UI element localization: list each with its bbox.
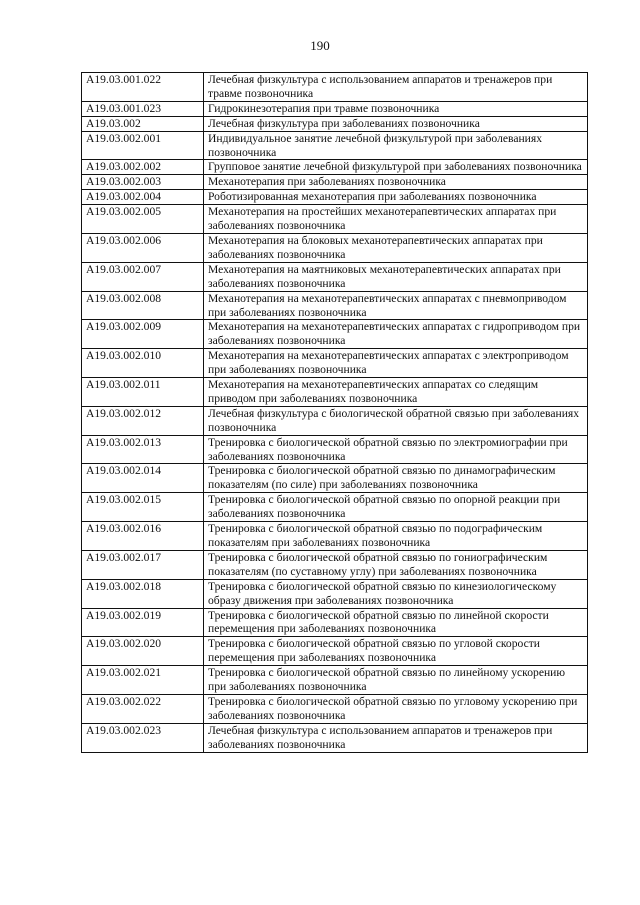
- service-name-cell: Механотерапия на механотерапевтических аппаратах с электроприводом при заболеваниях позвоночника: [204, 349, 588, 378]
- table-row: [82, 160, 588, 175]
- service-code-cell: A19.03.002.019: [82, 608, 204, 637]
- service-name-cell: Тренировка с биологической обратной связью по динамографическим показателям (по силе) при заболеваниях позвоночника: [204, 464, 588, 493]
- table-row: [82, 262, 588, 291]
- service-code-cell: A19.03.002.015: [82, 493, 204, 522]
- service-code-cell: A19.03.002.004: [82, 190, 204, 205]
- service-name-cell: Механотерапия на маятниковых механотерапевтических аппаратах при заболеваниях позвоночника: [204, 262, 588, 291]
- service-name-cell: Тренировка с биологической обратной связью по опорной реакции при заболеваниях позвоночника: [204, 493, 588, 522]
- table-row: [82, 493, 588, 522]
- service-code-cell: A19.03.002.018: [82, 579, 204, 608]
- service-code-cell: A19.03.002.001: [82, 131, 204, 160]
- service-code-cell: A19.03.002.005: [82, 205, 204, 234]
- table-row: [82, 101, 588, 116]
- service-code-cell: A19.03.002.023: [82, 723, 204, 752]
- table-row: [82, 637, 588, 666]
- service-name-cell: Тренировка с биологической обратной связью по кинезиологическому образу движения при заболеваниях позвоночника: [204, 579, 588, 608]
- service-code-cell: A19.03.002.010: [82, 349, 204, 378]
- table-row: [82, 666, 588, 695]
- service-code-cell: A19.03.002.007: [82, 262, 204, 291]
- service-name-cell: Роботизированная механотерапия при заболеваниях позвоночника: [204, 190, 588, 205]
- service-name-cell: Тренировка с биологической обратной связью по линейной скорости перемещения при заболеваниях позвоночника: [204, 608, 588, 637]
- table-row: [82, 406, 588, 435]
- service-code-cell: A19.03.001.022: [82, 73, 204, 102]
- table-body: [82, 73, 588, 753]
- table-row: [82, 116, 588, 131]
- table-row: [82, 579, 588, 608]
- service-code-cell: A19.03.002.013: [82, 435, 204, 464]
- table-row: [82, 291, 588, 320]
- service-code-cell: A19.03.002.020: [82, 637, 204, 666]
- service-code-cell: A19.03.002.017: [82, 550, 204, 579]
- table-row: [82, 464, 588, 493]
- service-name-cell: Механотерапия на механотерапевтических аппаратах со следящим приводом при заболеваниях позвоночника: [204, 378, 588, 407]
- service-name-cell: Лечебная физкультура при заболеваниях позвоночника: [204, 116, 588, 131]
- service-code-cell: A19.03.002.014: [82, 464, 204, 493]
- table-row: [82, 233, 588, 262]
- service-name-cell: Механотерапия на блоковых механотерапевтических аппаратах при заболеваниях позвоночника: [204, 233, 588, 262]
- service-code-cell: A19.03.002: [82, 116, 204, 131]
- service-code-cell: A19.03.002.008: [82, 291, 204, 320]
- service-code-cell: A19.03.002.003: [82, 175, 204, 190]
- table-row: [82, 435, 588, 464]
- service-name-cell: Лечебная физкультура с использованием аппаратов и тренажеров при травме позвоночника: [204, 73, 588, 102]
- page-number: 190: [310, 38, 330, 53]
- service-code-cell: A19.03.002.006: [82, 233, 204, 262]
- service-name-cell: Тренировка с биологической обратной связью по подографическим показателям при заболеваниях позвоночника: [204, 522, 588, 551]
- service-name-cell: Механотерапия на механотерапевтических аппаратах с гидроприводом при заболеваниях позвоночника: [204, 320, 588, 349]
- service-name-cell: Гидрокинезотерапия при травме позвоночника: [204, 101, 588, 116]
- service-name-cell: Тренировка с биологической обратной связью по линейному ускорению при заболеваниях позвоночника: [204, 666, 588, 695]
- service-code-cell: A19.03.002.011: [82, 378, 204, 407]
- service-name-cell: Групповое занятие лечебной физкультурой при заболеваниях позвоночника: [204, 160, 588, 175]
- table-row: [82, 378, 588, 407]
- service-name-cell: Механотерапия при заболеваниях позвоночника: [204, 175, 588, 190]
- table-row: [82, 694, 588, 723]
- table-row: [82, 320, 588, 349]
- service-name-cell: Индивидуальное занятие лечебной физкультурой при заболеваниях позвоночника: [204, 131, 588, 160]
- service-code-cell: A19.03.002.016: [82, 522, 204, 551]
- table-row: [82, 190, 588, 205]
- table-row: [82, 205, 588, 234]
- table-row: [82, 550, 588, 579]
- service-code-cell: A19.03.002.009: [82, 320, 204, 349]
- table-row: [82, 175, 588, 190]
- service-name-cell: Тренировка с биологической обратной связью по угловому ускорению при заболеваниях позвоночника: [204, 694, 588, 723]
- services-table: [81, 72, 588, 753]
- table-row: [82, 349, 588, 378]
- service-name-cell: Тренировка с биологической обратной связью по угловой скорости перемещения при заболеваниях позвоночника: [204, 637, 588, 666]
- service-code-cell: A19.03.002.021: [82, 666, 204, 695]
- table-row: [82, 131, 588, 160]
- service-code-cell: A19.03.002.022: [82, 694, 204, 723]
- service-code-cell: A19.03.002.002: [82, 160, 204, 175]
- service-code-cell: A19.03.001.023: [82, 101, 204, 116]
- table-row: [82, 73, 588, 102]
- table-row: [82, 723, 588, 752]
- service-name-cell: Механотерапия на простейших механотерапевтических аппаратах при заболеваниях позвоночника: [204, 205, 588, 234]
- service-code-cell: A19.03.002.012: [82, 406, 204, 435]
- service-name-cell: Лечебная физкультура с использованием аппаратов и тренажеров при заболеваниях позвоночника: [204, 723, 588, 752]
- service-name-cell: Механотерапия на механотерапевтических аппаратах с пневмоприводом при заболеваниях позвоночника: [204, 291, 588, 320]
- table-row: [82, 522, 588, 551]
- service-name-cell: Тренировка с биологической обратной связью по электромиографии при заболеваниях позвоночника: [204, 435, 588, 464]
- service-name-cell: Тренировка с биологической обратной связью по гониографическим показателям (по суставному углу) при заболеваниях позвоночника: [204, 550, 588, 579]
- table-row: [82, 608, 588, 637]
- service-name-cell: Лечебная физкультура с биологической обратной связью при заболеваниях позвоночника: [204, 406, 588, 435]
